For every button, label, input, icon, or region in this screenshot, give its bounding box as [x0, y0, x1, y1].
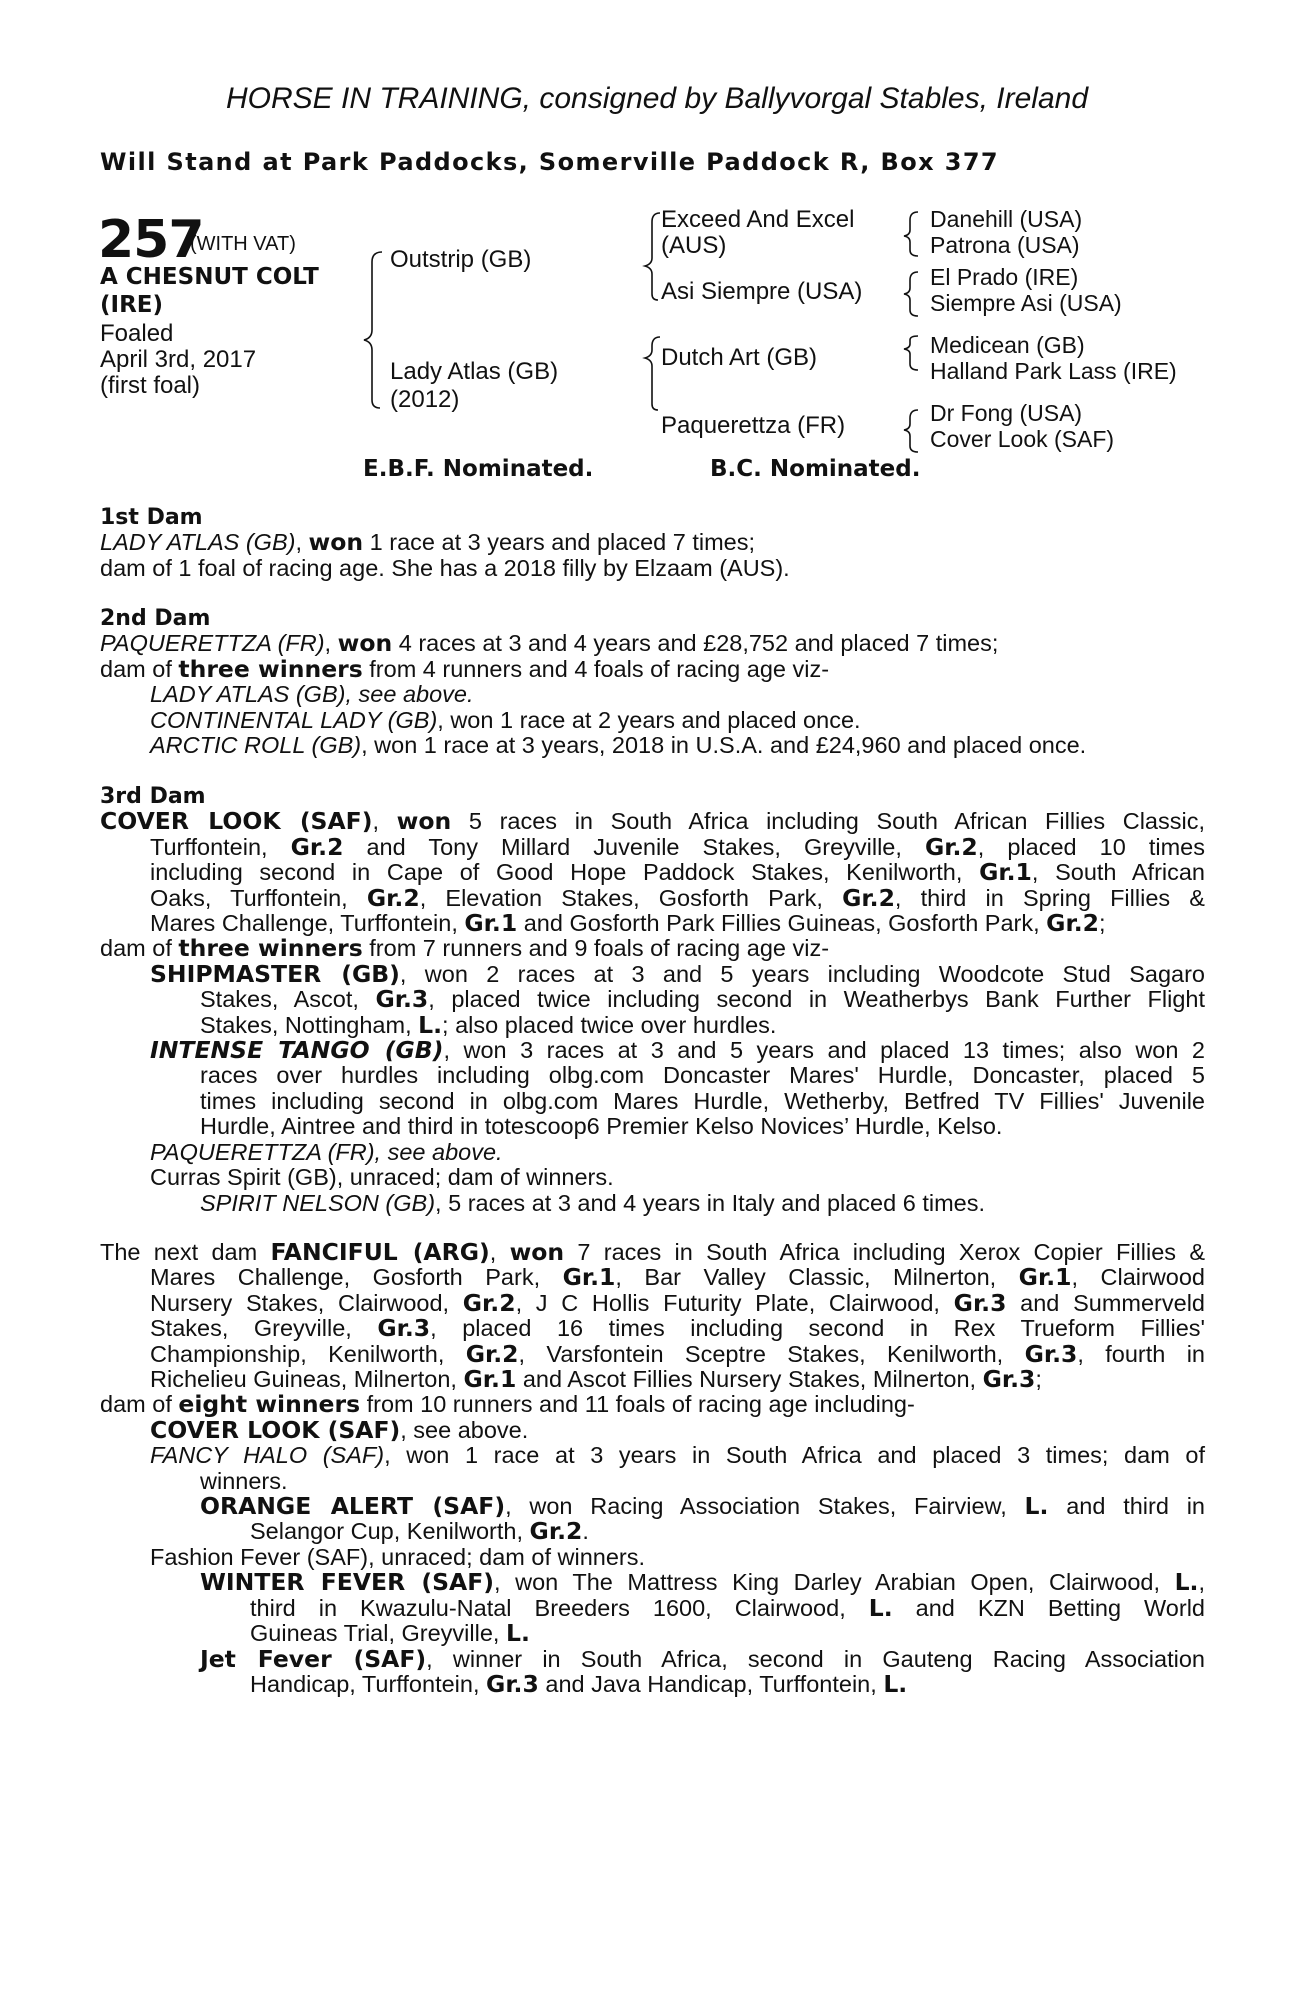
race-text: ;	[1098, 910, 1106, 937]
produce-text: , see above.	[345, 681, 474, 708]
lot-number: 257	[98, 210, 204, 270]
winners-count: eight winners	[178, 1390, 361, 1419]
race-text: , see above.	[400, 1416, 529, 1443]
grade-label: Gr.3	[982, 1365, 1036, 1394]
bracket-dam	[645, 337, 660, 410]
listed-label: L.	[418, 1010, 443, 1039]
first-dam-name: LADY ATLAS (GB)	[100, 529, 296, 556]
vat-label: (WITH VAT)	[190, 233, 296, 255]
race-text: .	[582, 1518, 589, 1545]
pedigree-sd-sire: El Prado (IRE)	[930, 264, 1079, 290]
grade-label: Gr.2	[529, 1517, 583, 1546]
race-text: , Clairwood	[1071, 1264, 1205, 1291]
bracket-gen1	[364, 252, 382, 408]
pedigree-dd-sire: Dr Fong (USA)	[930, 400, 1083, 426]
ebf-nominated: E.B.F. Nominated.	[363, 456, 594, 482]
horse-origin: (IRE)	[100, 292, 164, 318]
produce-name: COVER LOOK (SAF)	[150, 1415, 401, 1444]
second-dam-heading: 2nd Dam	[100, 606, 211, 631]
produce-name: WINTER FEVER (SAF)	[200, 1568, 495, 1597]
race-text: , Bar Valley Classic, Milnerton,	[615, 1264, 1019, 1291]
next-dam-intro: The next dam	[100, 1239, 271, 1265]
pedigree-dam: Lady Atlas (GB)	[390, 358, 559, 385]
foal-note: (first foal)	[100, 372, 201, 399]
race-text: , Varsfontein Sceptre Stakes, Kenilworth,	[518, 1340, 1025, 1367]
race-text: Stakes, Greyville,	[150, 1315, 378, 1342]
first-dam-heading: 1st Dam	[100, 505, 203, 530]
race-text: and Ascot Fillies Nursery Stakes, Milnerton,	[516, 1366, 983, 1393]
race-text: winners.	[200, 1467, 288, 1494]
race-text: and KZN Betting World	[892, 1594, 1205, 1621]
pedigree-dam-year: (2012)	[390, 386, 460, 413]
produce-text: , won 1 race at 3 years, 2018 in U.S.A. and £24,960 and placed once.	[361, 732, 1087, 759]
produce-name: SHIPMASTER (GB)	[150, 959, 400, 988]
race-text: third in Kwazulu-Natal Breeders 1600, Clairwood,	[250, 1594, 869, 1621]
race-text: Championship, Kenilworth,	[150, 1340, 466, 1367]
bracket-dd	[904, 410, 918, 452]
race-text: , fourth in	[1077, 1340, 1205, 1367]
won-label: won	[396, 807, 452, 836]
race-text: , won Racing Association Stakes, Fairview,	[505, 1493, 1025, 1520]
first-dam-produce: dam of 1 foal of racing age. She has a 2018 filly by Elzaam (AUS).	[100, 554, 790, 581]
produce-name: SPIRIT NELSON (GB)	[200, 1189, 436, 1216]
race-text: Richelieu Guineas, Milnerton,	[150, 1366, 464, 1393]
race-text: 5 races in South Africa including South African Fillies Classic,	[451, 808, 1205, 835]
third-dam-heading: 3rd Dam	[100, 784, 206, 809]
listed-label: L.	[505, 1619, 530, 1648]
foaled-date: April 3rd, 2017	[100, 346, 257, 373]
produce-name: FANCY HALO (SAF)	[150, 1442, 385, 1469]
produce-name: ORANGE ALERT (SAF)	[200, 1492, 506, 1521]
page-title: HORSE IN TRAINING, consigned by Ballyvorgal Stables, Ireland	[225, 82, 1089, 115]
listed-label: L.	[1024, 1492, 1049, 1521]
race-text: from 10 runners and 11 foals of racing age including-	[360, 1391, 915, 1418]
produce-name: Curras Spirit (GB), unraced; dam of winners.	[150, 1164, 614, 1191]
race-text: Hurdle, Aintree and third in totescoop6 Premier Kelso Novices’ Hurdle, Kelso.	[200, 1113, 1003, 1140]
produce-name: PAQUERETTZA (FR)	[150, 1138, 375, 1165]
produce-name: INTENSE TANGO (GB)	[150, 1036, 444, 1065]
first-dam-text: 1 race at 3 years and placed 7 times;	[363, 529, 756, 556]
race-text: from 7 runners and 9 foals of racing age viz-	[362, 935, 830, 962]
grade-label: Gr.1	[562, 1263, 616, 1292]
pedigree-sd-dam: Siempre Asi (USA)	[930, 290, 1122, 316]
race-text: and Java Handicap, Turffontein,	[538, 1670, 884, 1697]
race-text: , South African	[1031, 859, 1206, 886]
race-text: Mares Challenge, Turffontein,	[150, 910, 465, 937]
won-label: won	[308, 528, 364, 557]
grade-label: Gr.1	[1018, 1263, 1072, 1292]
pedigree-ss-sire: Danehill (USA)	[930, 206, 1083, 232]
grade-label: Gr.2	[465, 1339, 519, 1368]
race-text: , placed twice including second in Weatherbys Bank Further Flight	[428, 986, 1206, 1013]
pedigree-ss-dam: Patrona (USA)	[930, 232, 1080, 258]
second-dam-text: 4 races at 3 and 4 years and £28,752 and placed 7 times;	[392, 630, 999, 657]
race-text: ,	[1198, 1569, 1205, 1596]
race-text: and Tony Millard Juvenile Stakes, Greyville,	[343, 833, 925, 860]
horse-description: A CHESNUT COLT	[100, 264, 319, 290]
pedigree-dam-sire: Dutch Art (GB)	[661, 344, 818, 371]
next-dam-name: FANCIFUL (ARG)	[270, 1238, 490, 1266]
next-dam-section: The next dam FANCIFUL (ARG), won 7 races in South Africa including Xerox Copier Fillies & Mares Challenge, Gosforth Park, Gr.1, Bar Valley Classic, Milnerton, Gr.1, Clairwood Nursery Stakes, Clairwood, Gr.2, J C Hollis Futurity Plate, Clairwood, Gr.3 and Summerveld Stakes, Greyville, Gr.3, placed 16 times including second in Rex Trueform Fillies' Championship, Kenilworth, Gr.2, Varsfontein Sceptre Stakes, Kenilworth, Gr.3, fourth in Richelieu Guineas, Milnerton, Gr.1 and Ascot Fillies Nursery Stakes, Milnerton, Gr.3; dam of eight winners from 10 runners and 11 foals of racing age including- COVER LOOK (SAF), see above. FANCY HALO (SAF), won 1 race at 3 years in South Africa and placed 3 times; dam of winners. ORANGE ALERT (SAF), won Racing Association Stakes, Fairview, L. and third in Selangor Cup, Kenilworth, Gr.2. Fashion Fever (SAF), unraced; dam of winners. WINTER FEVER (SAF), won The Mattress King Darley Arabian Open, Clairwood, L., third in Kwazulu-Natal Breeders 1600, Clairwood, L. and KZN Betting World Guineas Trial, Greyville, L. Jet Fever (SAF), winner in South Africa, second in Gauteng Racing Association Handicap, Turffontein, Gr.3 and Java Handicap, Turffontein, L.	[100, 1238, 1206, 1698]
foaled-label: Foaled	[100, 320, 174, 347]
bracket-ss	[904, 212, 918, 256]
race-text: , third in Spring Fillies &	[894, 884, 1205, 911]
grade-label: Gr.2	[1046, 909, 1099, 938]
listed-label: L.	[1174, 1568, 1199, 1597]
race-text: Mares Challenge, Gosforth Park,	[150, 1264, 563, 1291]
pedigree-sire: Outstrip (GB)	[390, 246, 532, 273]
dam-of-label: dam of	[100, 1391, 179, 1418]
grade-label: Gr.3	[375, 985, 429, 1014]
pedigree-dd-dam: Cover Look (SAF)	[930, 426, 1115, 452]
stand-location: Will Stand at Park Paddocks, Somerville Paddock R, Box 377	[100, 148, 1000, 176]
produce-name: ARCTIC ROLL (GB)	[150, 732, 362, 759]
race-text: Stakes, Ascot,	[200, 986, 376, 1013]
race-text: , won 2 races at 3 and 5 years including Woodcote Stud Sagaro	[399, 960, 1205, 987]
first-dam-section: 1st Dam LADY ATLAS (GB), won 1 race at 3 years and placed 7 times; dam of 1 foal of racing age. She has a 2018 filly by Elzaam (AUS).	[100, 505, 1205, 581]
grade-label: Gr.1	[463, 1365, 517, 1394]
race-text: Turffontein,	[150, 833, 291, 860]
race-text: , placed 10 times	[977, 833, 1205, 860]
race-text: Guineas Trial, Greyville,	[250, 1620, 506, 1647]
pedigree-ds-sire: Medicean (GB)	[930, 332, 1085, 358]
bracket-sire	[645, 213, 660, 300]
race-text: times including second in olbg.com Mares Hurdle, Wetherby, Betfred TV Fillies' Juvenile	[200, 1087, 1205, 1114]
race-text: Nursery Stakes, Clairwood,	[150, 1289, 463, 1316]
bc-nominated: B.C. Nominated.	[710, 456, 921, 482]
grade-label: Gr.2	[842, 883, 895, 912]
pedigree-ds-dam: Halland Park Lass (IRE)	[930, 358, 1177, 384]
grade-label: Gr.2	[290, 832, 344, 861]
grade-label: Gr.2	[462, 1288, 516, 1317]
race-text: and third in	[1048, 1493, 1205, 1520]
winners-count: three winners	[178, 654, 363, 683]
race-text: , won The Mattress King Darley Arabian Open, Clairwood,	[494, 1569, 1175, 1596]
race-text: , 5 races at 3 and 4 years in Italy and placed 6 times.	[435, 1189, 985, 1216]
race-text: , J C Hollis Futurity Plate, Clairwood,	[515, 1289, 954, 1316]
race-text: including second in Cape of Good Hope Paddock Stakes, Kenilworth,	[150, 859, 980, 886]
pedigree-sire-sire-country: (AUS)	[661, 232, 727, 259]
listed-label: L.	[868, 1593, 893, 1622]
grade-label: Gr.3	[1024, 1339, 1078, 1368]
pedigree-sire-sire: Exceed And Excel	[661, 206, 855, 233]
listed-label: L.	[883, 1669, 908, 1698]
race-text: Selangor Cup, Kenilworth,	[250, 1518, 530, 1545]
race-text: ; also placed twice over hurdles.	[442, 1011, 777, 1038]
grade-label: Gr.2	[366, 883, 420, 912]
race-text: Stakes, Nottingham,	[200, 1011, 419, 1038]
grade-label: Gr.3	[953, 1288, 1007, 1317]
race-text: , Elevation Stakes, Gosforth Park,	[419, 884, 843, 911]
grade-label: Gr.1	[464, 909, 518, 938]
won-label: won	[337, 629, 393, 658]
grade-label: Gr.1	[979, 858, 1032, 887]
third-dam-name: COVER LOOK (SAF)	[100, 807, 373, 836]
race-text: Oaks, Turffontein,	[150, 884, 367, 911]
second-dam-section: 2nd Dam PAQUERETTZA (FR), won 4 races at 3 and 4 years and £28,752 and placed 7 times; dam of three winners from 4 runners and 4 foals of racing age viz- LADY ATLAS (GB), see above. CONTINENTAL LADY (GB), won 1 race at 2 years and placed once. ARCTIC ROLL (GB), won 1 race at 3 years, 2018 in U.S.A. and £24,960 and placed once.	[100, 606, 1205, 758]
dam-of-label: dam of	[100, 935, 179, 962]
race-text: races over hurdles including olbg.com Doncaster Mares' Hurdle, Doncaster, placed 5	[200, 1062, 1205, 1089]
produce-name: Jet Fever (SAF)	[200, 1644, 427, 1673]
race-text: and Summerveld	[1006, 1289, 1205, 1316]
race-text: and Gosforth Park Fillies Guineas, Gosforth Park,	[517, 910, 1047, 937]
dam-of-label: dam of	[100, 655, 179, 682]
race-text: , won 1 race at 3 years in South Africa and placed 3 times; dam of	[384, 1442, 1205, 1469]
pedigree-dam-dam: Paquerettza (FR)	[661, 412, 846, 439]
won-label: won	[509, 1238, 565, 1266]
race-text: ;	[1035, 1366, 1042, 1393]
race-text: , winner in South Africa, second in Gauteng Racing Association	[426, 1645, 1205, 1672]
produce-name: CONTINENTAL LADY (GB)	[150, 706, 438, 733]
produce-name: LADY ATLAS (GB)	[150, 681, 346, 708]
race-text: Handicap, Turffontein,	[250, 1670, 487, 1697]
race-text: , won 3 races at 3 and 5 years and placed 13 times; also won 2	[443, 1037, 1205, 1064]
grade-label: Gr.3	[377, 1314, 431, 1343]
race-text: , see above.	[374, 1138, 503, 1165]
second-dam-name: PAQUERETTZA (FR)	[100, 630, 325, 657]
winners-count: three winners	[178, 934, 363, 963]
produce-text: , won 1 race at 2 years and placed once.	[437, 706, 861, 733]
grade-label: Gr.2	[924, 832, 978, 861]
pedigree-brackets	[0, 0, 1314, 480]
grade-label: Gr.3	[486, 1669, 539, 1698]
third-dam-section: 3rd Dam COVER LOOK (SAF), won 5 races in South Africa including South African Fillies Classic, Turffontein, Gr.2 and Tony Millard Juvenile Stakes, Greyville, Gr.2, placed 10 times including second in Cape of Good Hope Paddock Stakes, Kenilworth, Gr.1, South African Oaks, Turffontein, Gr.2, Elevation Stakes, Gosforth Park, Gr.2, third in Spring Fillies & Mares Challenge, Turffontein, Gr.1 and Gosforth Park Fillies Guineas, Gosforth Park, Gr.2; dam of three winners from 7 runners and 9 foals of racing age viz- SHIPMASTER (GB), won 2 races at 3 and 5 years including Woodcote Stud Sagaro Stakes, Ascot, Gr.3, placed twice including second in Weatherbys Bank Further Flight Stakes, Nottingham, L.; also placed twice over hurdles. INTENSE TANGO (GB), won 3 races at 3 and 5 years and placed 13 times; also won 2 races over hurdles including olbg.com Doncaster Mares' Hurdle, Doncaster, placed 5 times including second in olbg.com Mares Hurdle, Wetherby, Betfred TV Fillies' Juvenile Hurdle, Aintree and third in totescoop6 Premier Kelso Novices’ Hurdle, Kelso. PAQUERETTZA (FR), see above. Curras Spirit (GB), unraced; dam of winners. SPIRIT NELSON (GB), 5 races at 3 and 4 years in Italy and placed 6 times.	[100, 784, 1206, 1216]
bracket-sd	[904, 272, 918, 316]
race-text: 7 races in South Africa including Xerox Copier Fillies &	[564, 1239, 1206, 1265]
bracket-ds	[904, 336, 918, 370]
race-text: , placed 16 times including second in Rex Trueform Fillies'	[430, 1315, 1206, 1342]
second-dam-produce: from 4 runners and 4 foals of racing age viz-	[362, 655, 830, 682]
produce-name: Fashion Fever (SAF), unraced; dam of winners.	[150, 1543, 646, 1570]
pedigree-sire-dam: Asi Siempre (USA)	[661, 278, 863, 305]
